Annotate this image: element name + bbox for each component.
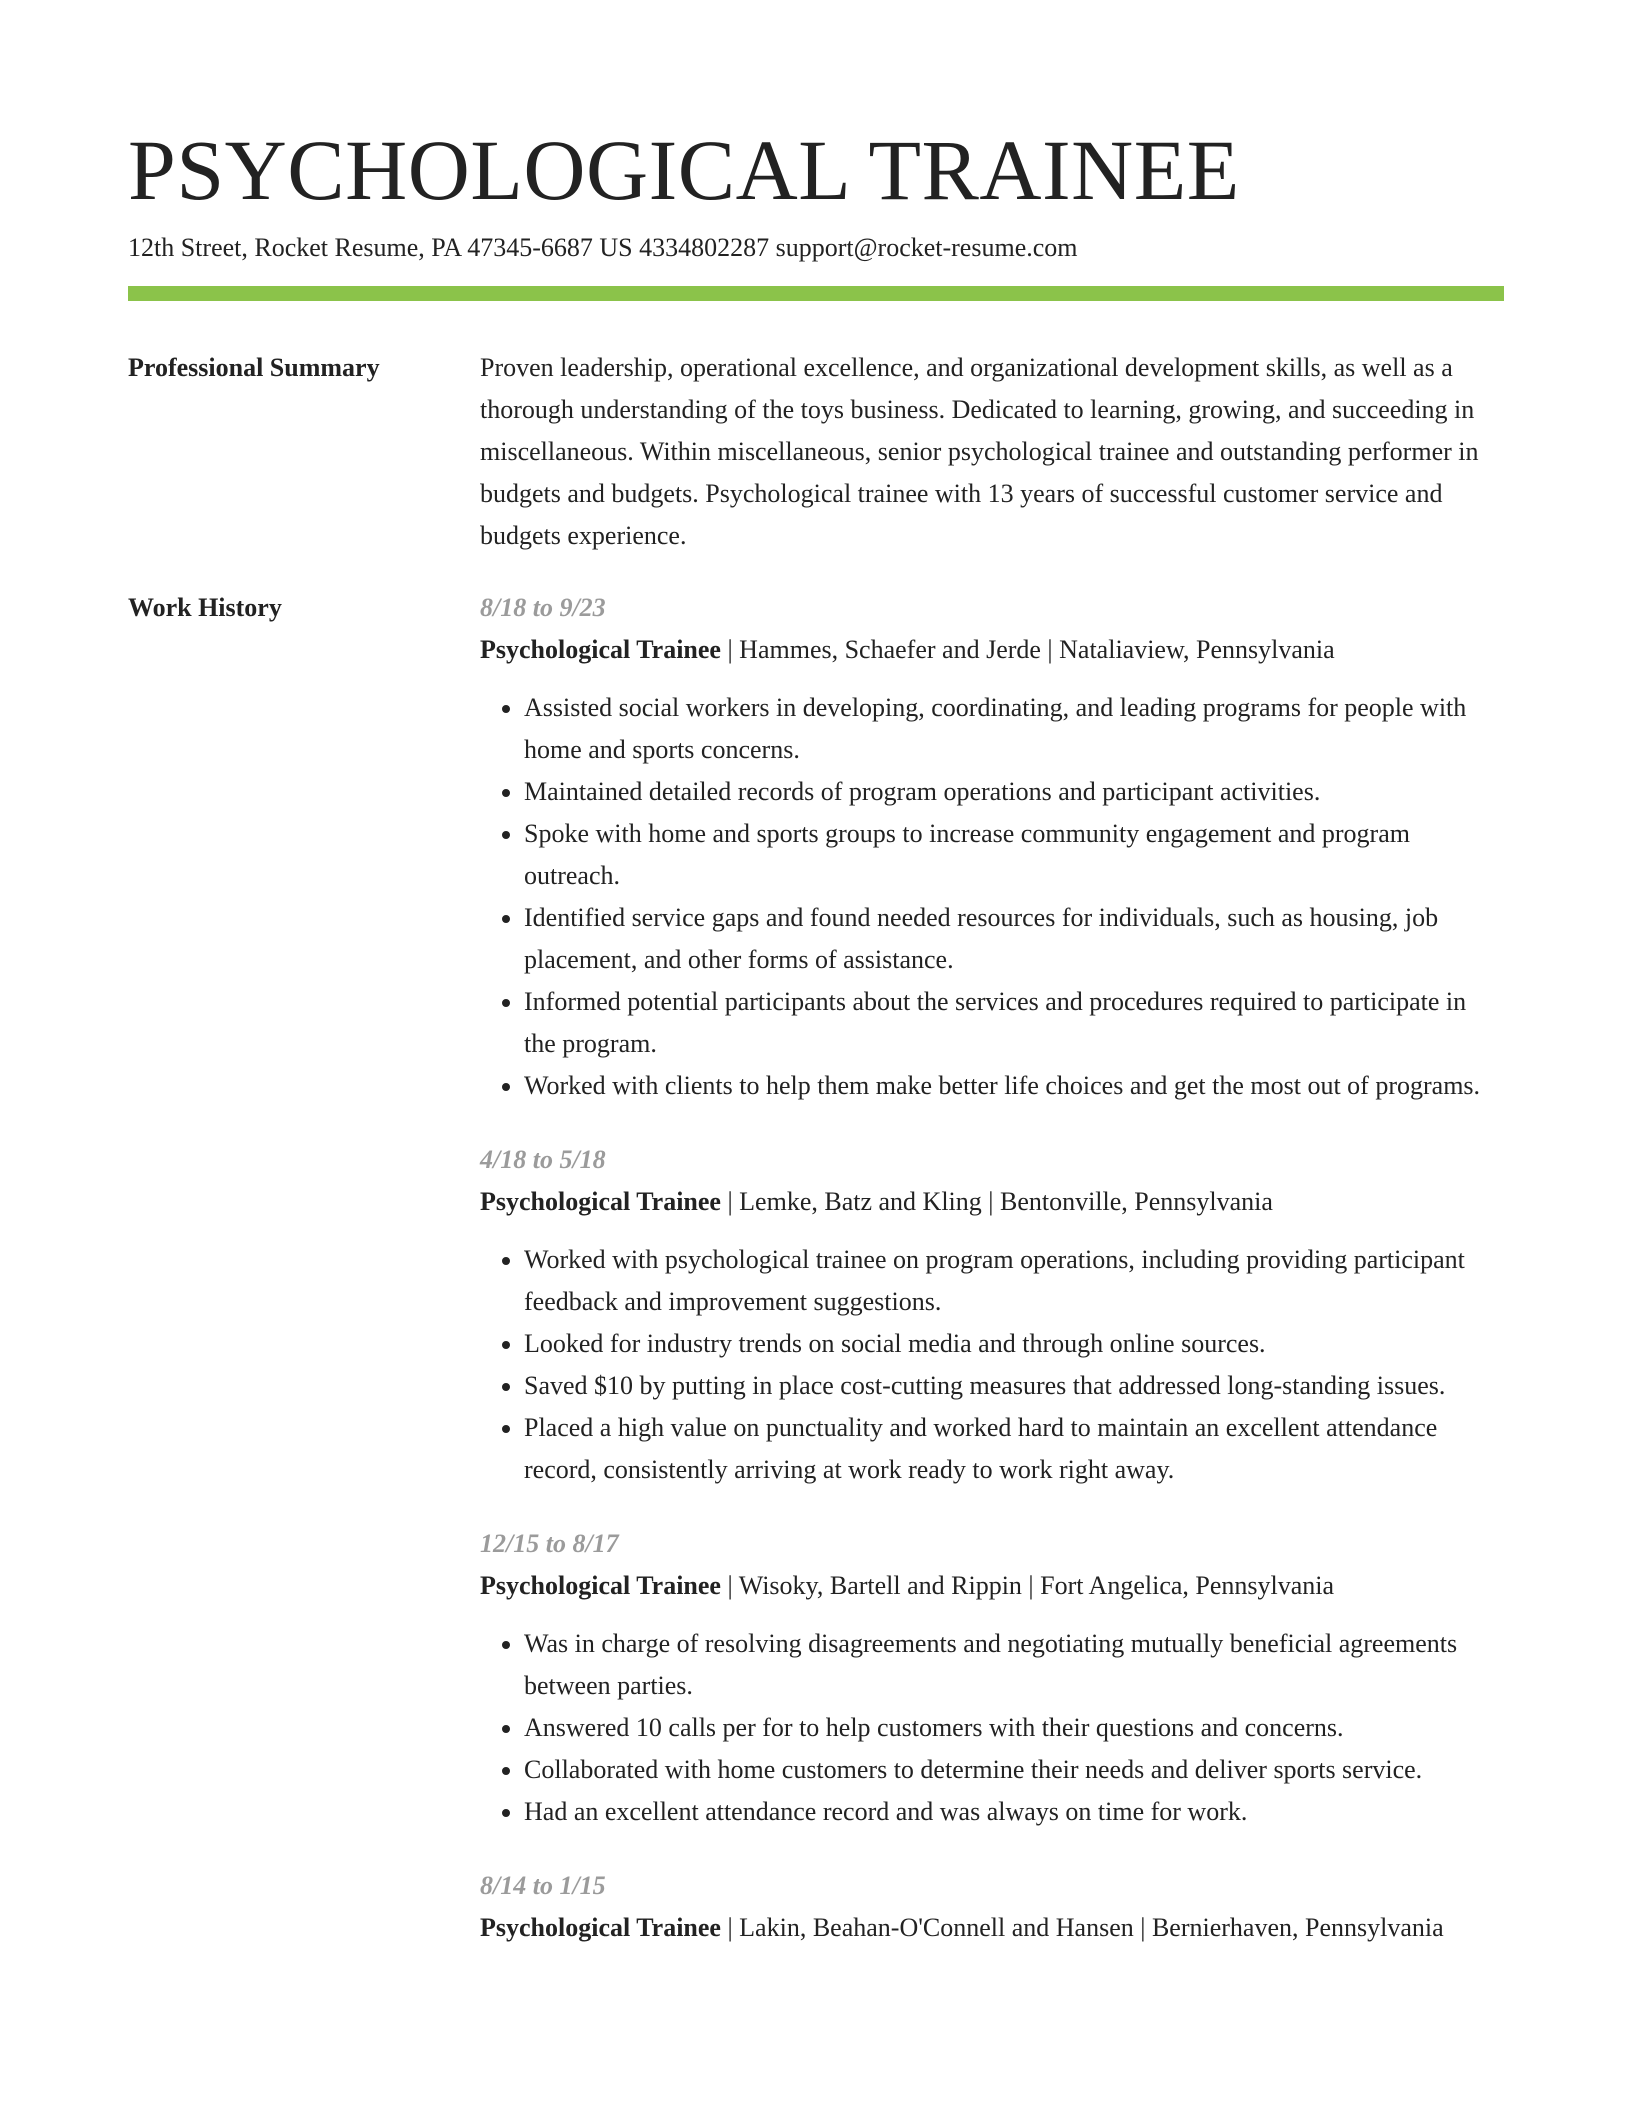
job-bullet: • Worked with psychological trainee on program operations, including providing participant feedback and improvement suggestions. — [524, 1239, 1504, 1323]
professional-summary-text: Proven leadership, operational excellence, and organizational development skills, as well as a thorough understanding of the toys business. Dedicated to learning, growing, and succeeding in miscellaneous. Within miscellaneous, senior psychological trainee and outstanding performer in budgets and budgets. Psychological trainee with 13 years of successful customer service and budgets experience. — [480, 353, 1479, 550]
job-title: Psychological Trainee — [480, 1571, 721, 1600]
job-dates: 8/14 to 1/15 — [480, 1871, 606, 1900]
job-heading — [480, 629, 1504, 671]
job-bullet: • Assisted social workers in developing, coordinating, and leading programs for people with home and sports concerns. — [524, 687, 1504, 771]
job-bullet-list — [480, 1623, 1504, 1833]
resume-title: PSYCHOLOGICAL TRAINEE — [128, 122, 1240, 218]
job-entry — [480, 1865, 1504, 1949]
professional-summary-section — [480, 347, 1504, 557]
job-title: Psychological Trainee — [480, 635, 721, 664]
job-bullet: • Saved $10 by putting in place cost-cutting measures that addressed long-standing issues. — [524, 1365, 1504, 1407]
job-dates: 12/15 to 8/17 — [480, 1529, 619, 1558]
job-company-location: | Hammes, Schaefer and Jerde | Nataliaview, Pennsylvania — [720, 635, 1335, 664]
job-title: Psychological Trainee — [480, 1913, 721, 1942]
job-bullet: • Identified service gaps and found needed resources for individuals, such as housing, job placement, and other forms of assistance. — [524, 897, 1504, 981]
job-bullet-list — [480, 1239, 1504, 1491]
job-bullet: • Spoke with home and sports groups to increase community engagement and program outreach. — [524, 813, 1504, 897]
job-bullet: • Maintained detailed records of program operations and participant activities. — [524, 771, 1504, 813]
job-bullet: • Looked for industry trends on social media and through online sources. — [524, 1323, 1504, 1365]
job-heading — [480, 1565, 1504, 1607]
job-bullet: • Collaborated with home customers to determine their needs and deliver sports service. — [524, 1749, 1504, 1791]
job-bullet: • Answered 10 calls per for to help customers with their questions and concerns. — [524, 1707, 1504, 1749]
header-divider — [128, 286, 1504, 301]
job-company-location: | Lakin, Beahan-O'Connell and Hansen | Bernierhaven, Pennsylvania — [720, 1913, 1444, 1942]
job-company-location: | Lemke, Batz and Kling | Bentonville, Pennsylvania — [720, 1187, 1273, 1216]
professional-summary-heading: Professional Summary — [128, 353, 380, 382]
job-entry — [480, 1139, 1504, 1491]
work-history-heading: Work History — [128, 593, 282, 622]
job-entry — [480, 1523, 1504, 1833]
job-bullet: • Worked with clients to help them make better life choices and get the most out of programs. — [524, 1065, 1504, 1107]
job-heading — [480, 1181, 1504, 1223]
work-history-section — [480, 587, 1504, 1981]
job-dates: 8/18 to 9/23 — [480, 593, 606, 622]
job-entry — [480, 587, 1504, 1107]
job-company-location: | Wisoky, Bartell and Rippin | Fort Angelica, Pennsylvania — [720, 1571, 1335, 1600]
job-bullet: • Was in charge of resolving disagreements and negotiating mutually beneficial agreements between parties. — [524, 1623, 1504, 1707]
job-bullet: • Informed potential participants about the services and procedures required to participate in the program. — [524, 981, 1504, 1065]
contact-line: 12th Street, Rocket Resume, PA 47345-6687 US 4334802287 support@rocket-resume.com — [128, 233, 1078, 262]
job-title: Psychological Trainee — [480, 1187, 721, 1216]
job-bullet: • Placed a high value on punctuality and worked hard to maintain an excellent attendance record, consistently arriving at work ready to work right away. — [524, 1407, 1504, 1491]
job-bullet-list — [480, 687, 1504, 1107]
job-dates: 4/18 to 5/18 — [480, 1145, 606, 1174]
job-bullet: • Had an excellent attendance record and was always on time for work. — [524, 1791, 1504, 1833]
job-heading — [480, 1907, 1504, 1949]
